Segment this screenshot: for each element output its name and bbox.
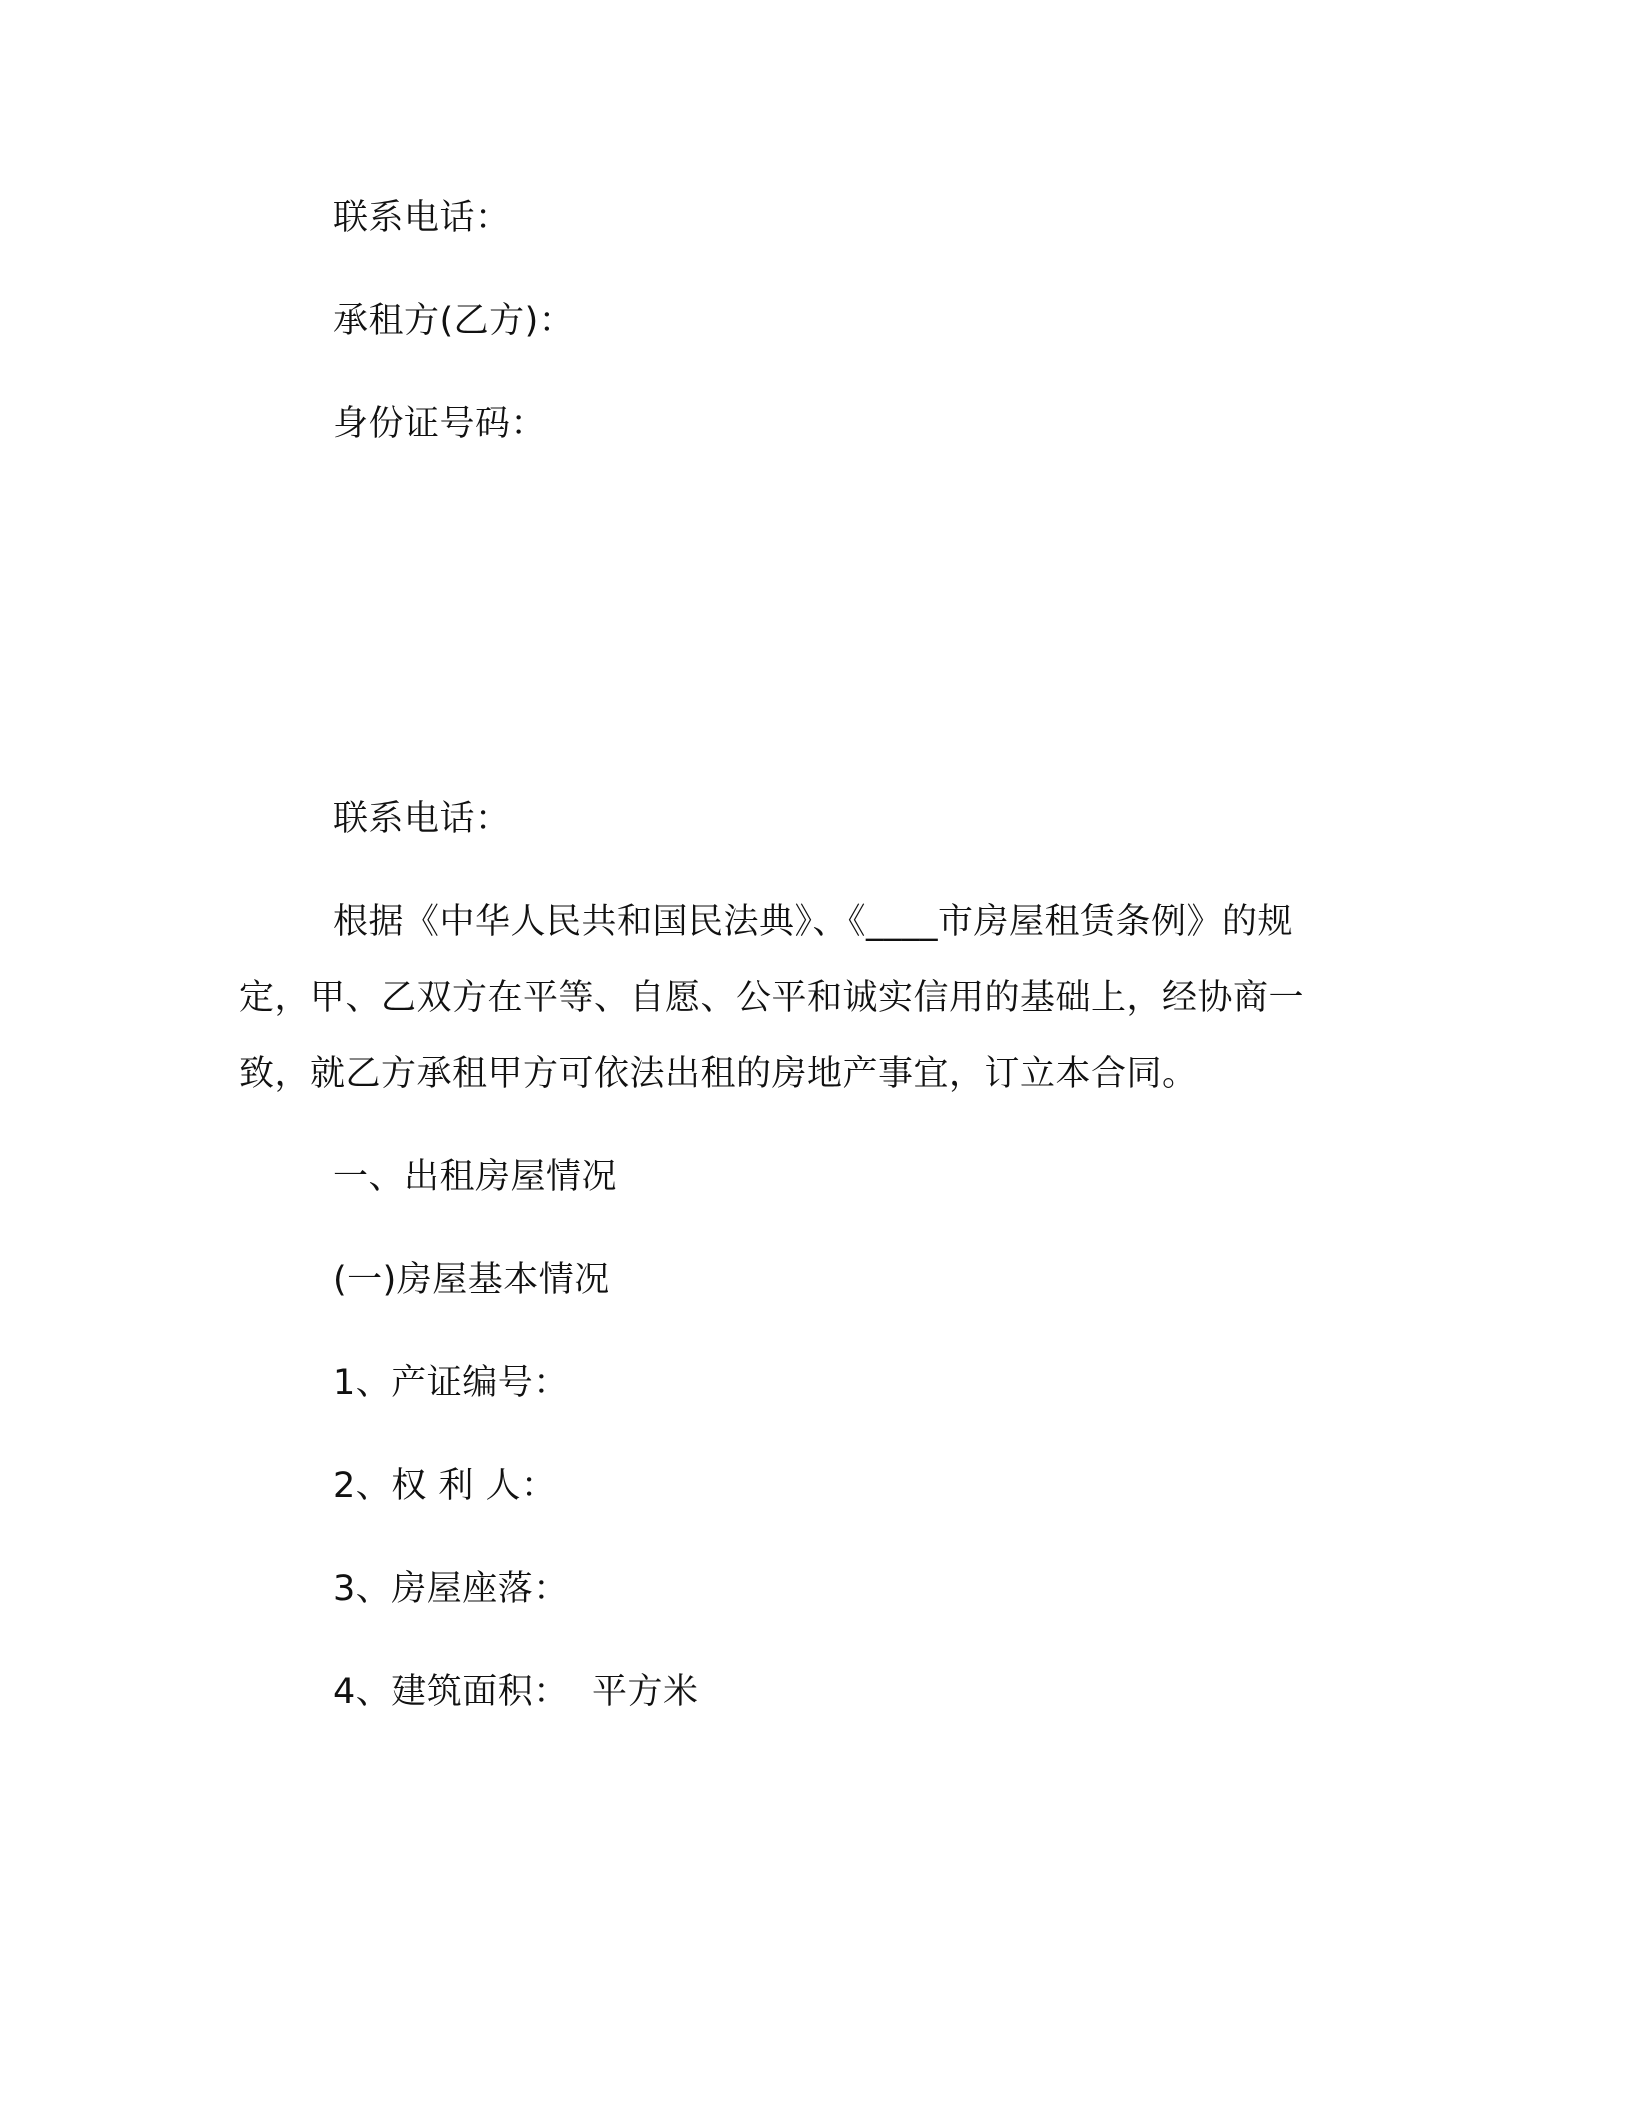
intro-paragraph-line-1 bbox=[333, 900, 1293, 944]
contact-phone-label: 联系电话： bbox=[333, 198, 511, 238]
lessee-label: 承租方(乙方)： bbox=[333, 301, 575, 341]
city-blank: ____ bbox=[866, 902, 939, 942]
subsection-heading-1: (一)房屋基本情况 bbox=[333, 1260, 610, 1300]
id-number-label: 身份证号码： bbox=[333, 404, 547, 444]
intro-text-a: 根据《中华人民共和国民法典》、《 bbox=[333, 902, 867, 942]
item-owner: 2、权 利 人： bbox=[333, 1466, 557, 1506]
item-location: 3、房屋座落： bbox=[333, 1569, 569, 1609]
item-certificate-number: 1、产证编号： bbox=[333, 1363, 569, 1403]
contact-phone-label-2: 联系电话： bbox=[333, 799, 511, 839]
item-floor-area: 4、建筑面积： 平方米 bbox=[333, 1672, 699, 1712]
intro-paragraph-line-2: 定，甲、乙双方在平等、自愿、公平和诚实信用的基础上，经协商一 bbox=[239, 978, 1305, 1018]
intro-paragraph-line-3: 致，就乙方承租甲方可依法出租的房地产事宜，订立本合同。 bbox=[239, 1054, 1198, 1094]
intro-text-b: 市房屋租赁条例》的规 bbox=[938, 902, 1294, 942]
section-heading-1: 一、出租房屋情况 bbox=[333, 1157, 618, 1197]
